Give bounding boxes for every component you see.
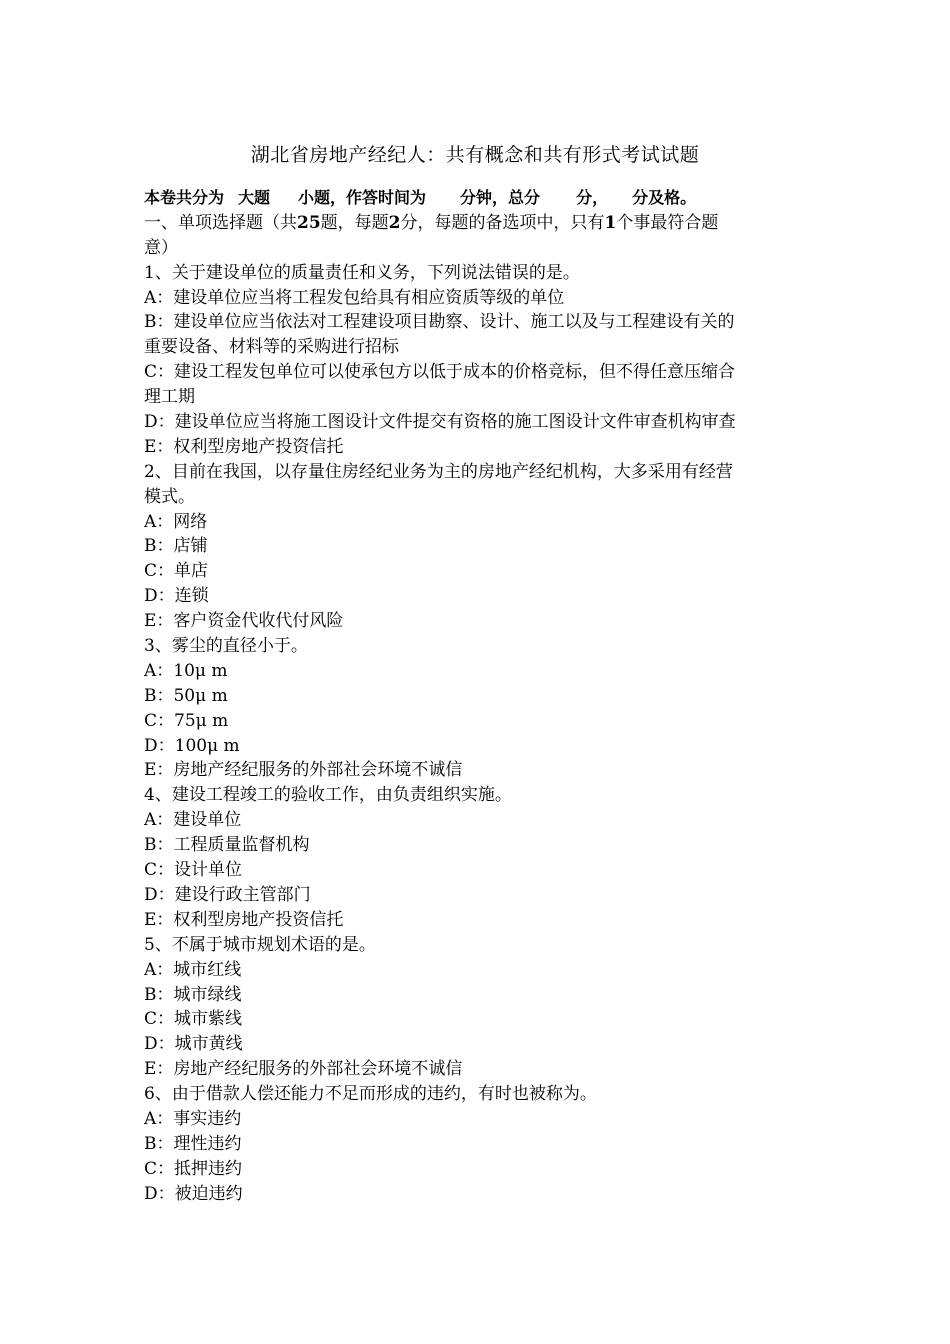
option-line: E：房地产经纪服务的外部社会环境不诚信 — [144, 1059, 463, 1080]
intro-text-1: 本卷共分为 — [144, 188, 225, 207]
question-5: 5、不属于城市规划术语的是。 — [144, 934, 376, 955]
option-line: A：建设单位应当将工程发包给具有相应资质等级的单位 — [144, 287, 565, 308]
option-line: C：建设工程发包单位可以使承包方以低于成本的价格竞标，但不得任意压缩合 — [144, 362, 736, 383]
option-line: C：城市紫线 — [144, 1009, 243, 1030]
option-line: B：理性违约 — [144, 1133, 242, 1154]
option-line: E：客户资金代收代付风险 — [144, 611, 344, 632]
intro-text-3: 小题，作答时间为 — [298, 188, 427, 207]
intro-text-5: 分， — [576, 188, 609, 207]
option-line: E：权利型房地产投资信托 — [144, 436, 344, 457]
option-line: C：抵押违约 — [144, 1158, 243, 1179]
document-title: 湖北省房地产经纪人：共有概念和共有形式考试试题 — [250, 144, 700, 166]
section-heading — [144, 211, 812, 236]
option-line: D：被迫违约 — [144, 1183, 243, 1204]
option-line: D：连锁 — [144, 586, 209, 607]
option-line: B：50μ m — [144, 685, 228, 706]
option-line: B：工程质量监督机构 — [144, 835, 310, 856]
section-text-3: 分，每题的备选项中，只有 — [400, 212, 605, 233]
option-line: A：网络 — [144, 511, 208, 532]
option-line: D：建设行政主管部门 — [144, 884, 311, 905]
option-line: D：建设单位应当将施工图设计文件提交有资格的施工图设计文件审查机构审查 — [144, 412, 736, 433]
document-body — [144, 186, 812, 1207]
intro-text-4: 分钟，总分 — [460, 188, 541, 207]
question-count: 25 — [297, 212, 321, 233]
option-line: B：城市绿线 — [144, 984, 242, 1005]
option-line-continued: 重要设备、材料等的采购进行招标 — [144, 337, 399, 358]
option-line: A：城市红线 — [144, 959, 242, 980]
section-text-2: 题，每题 — [320, 212, 389, 233]
option-line: D：城市黄线 — [144, 1034, 243, 1055]
question-6: 6、由于借款人偿还能力不足而形成的违约，有时也被称为。 — [144, 1084, 597, 1105]
question-3: 3、雾尘的直径小于。 — [144, 636, 308, 657]
option-line: B：店铺 — [144, 536, 208, 557]
question-2-continued: 模式。 — [144, 486, 195, 507]
option-line: C：设计单位 — [144, 860, 243, 881]
option-line: A：建设单位 — [144, 810, 242, 831]
option-line: C：75μ m — [144, 710, 229, 731]
option-line: B：建设单位应当依法对工程建设项目勘察、设计、施工以及与工程建设有关的 — [144, 312, 735, 333]
section-text-1: 一、单项选择题（共 — [144, 212, 297, 233]
intro-text-6: 分及格。 — [632, 188, 697, 207]
option-line: E：房地产经纪服务的外部社会环境不诚信 — [144, 760, 463, 781]
correct-count: 1 — [604, 212, 617, 233]
section-heading-continued: 意） — [144, 237, 178, 258]
option-line-continued: 理工期 — [144, 387, 195, 408]
section-text-4: 个事最符合题 — [616, 212, 719, 233]
question-score: 2 — [388, 212, 401, 233]
question-1: 1、关于建设单位的质量责任和义务，下列说法错误的是。 — [144, 262, 580, 283]
exam-intro-line — [144, 186, 812, 211]
option-line: D：100μ m — [144, 735, 240, 756]
question-4: 4、建设工程竣工的验收工作，由负责组织实施。 — [144, 785, 512, 806]
question-2: 2、目前在我国，以存量住房经纪业务为主的房地产经纪机构，大多采用有经营 — [144, 461, 733, 482]
intro-text-2: 大题 — [238, 188, 271, 207]
option-line: A：10μ m — [144, 660, 228, 681]
option-line: A：事实违约 — [144, 1108, 242, 1129]
option-line: E：权利型房地产投资信托 — [144, 909, 344, 930]
option-line: C：单店 — [144, 561, 209, 582]
